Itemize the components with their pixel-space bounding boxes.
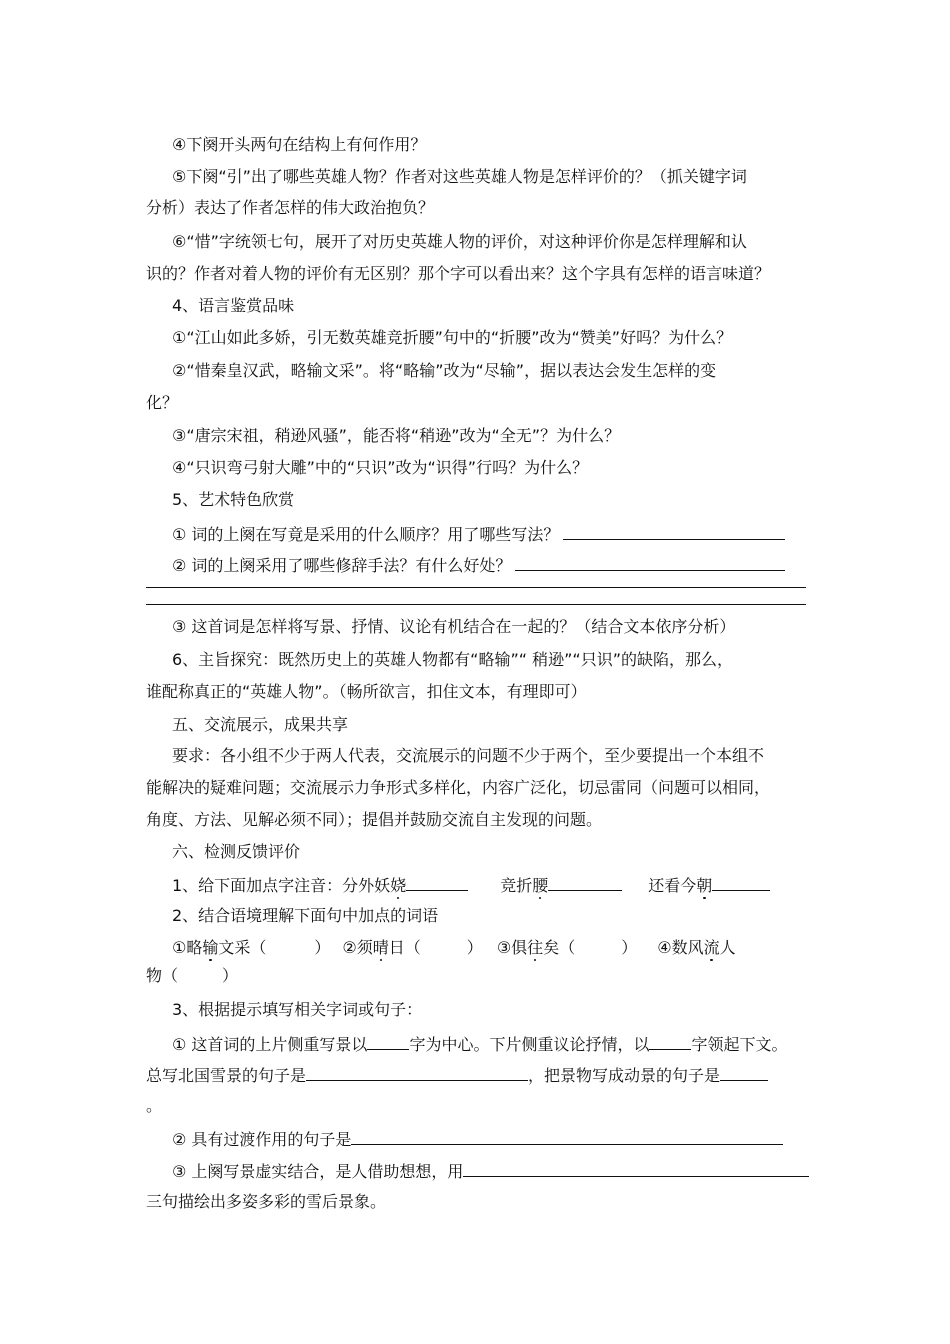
question-5-3: ③ 这首词是怎样将写景、抒情、议论有机结合在一起的？（结合文本依序分析）	[172, 617, 736, 636]
question-4-2: ②“惜秦皇汉武，略输文采”。将“略输”改为“尽输”，据以表达会发生怎样的变	[172, 361, 717, 380]
question-4-3: ③“唐宗宋祖，稍逊风骚”，能否将“稍逊”改为“全无”？为什么？	[172, 426, 621, 445]
answer-blank[interactable]	[712, 874, 770, 891]
part-5-requirement: 要求：各小组不少于两人代表，交流展示的问题不少于两个，至少要提出一个本组不	[172, 746, 765, 765]
section-6-cont: 谁配称真正的“英雄人物”。（畅所欲言，扣住文本，有理即可）	[146, 682, 587, 701]
answer-blank[interactable]	[367, 1033, 409, 1050]
item-text: ②须	[342, 938, 373, 957]
answer-blank[interactable]	[306, 1064, 528, 1081]
question-4-1: ①“江山如此多娇，引无数英雄竞折腰”句中的“折腰”改为“赞美”好吗？为什么？	[172, 328, 733, 347]
section-6-heading: 6、主旨探究：既然历史上的英雄人物都有“略输”“ 稍逊”“只识”的缺陷，那么，	[172, 650, 734, 669]
exercise-2-items-cont	[146, 966, 238, 986]
exercise-3-1-end: 。	[146, 1096, 163, 1115]
item-text: 字为中心。下片侧重议论抒情，以	[409, 1035, 650, 1054]
question-5-2	[172, 554, 785, 576]
answer-blank[interactable]	[515, 554, 785, 571]
answer-blank[interactable]	[463, 1160, 809, 1177]
exercise-1-prompt: 1、给下面加点字注音：分外妖	[172, 876, 391, 895]
section-4-heading: 4、语言鉴赏品味	[172, 296, 295, 315]
item-text: ，把景物写成动景的句子是	[528, 1066, 721, 1085]
answer-blank[interactable]	[351, 1128, 783, 1145]
exercise-1	[172, 874, 770, 896]
question-4-3-6: ⑥“惜”字统领七句，展开了对历史英雄人物的评价，对这种评价你是怎样理解和认	[172, 232, 747, 251]
section-5-heading: 5、艺术特色欣赏	[172, 490, 295, 509]
answer-blank[interactable]	[548, 874, 622, 891]
answer-blank[interactable]	[649, 1033, 691, 1050]
question-4-3-5: ⑤下阕“引”出了哪些英雄人物？作者对这些英雄人物是怎样评价的？（抓关键字词	[172, 167, 747, 186]
item-text: ）	[222, 966, 239, 985]
item-text: ）	[314, 938, 331, 957]
question-4-3-5-cont: 分析）表达了作者怎样的伟大政治抱负？	[146, 198, 435, 217]
part-5-requirement-cont: 能解决的疑难问题；交流展示力争形式多样化，内容广泛化，切忌雷同（问题可以相同，	[146, 778, 771, 797]
item-text: 物（	[146, 966, 179, 985]
part-5-requirement-cont2: 角度、方法、见解必须不同）；提倡并鼓励交流自主发现的问题。	[146, 810, 603, 829]
part-5-heading: 五、交流展示，成果共享	[172, 715, 349, 734]
question-4-4: ④“只识弯弓射大雕”中的“只识”改为“识得”行吗？为什么？	[172, 458, 589, 477]
question-4-2-cont: 化？	[146, 393, 179, 412]
dotted-char: 往	[527, 938, 544, 957]
dotted-char: 腰	[532, 876, 549, 895]
exercise-3: 3、根据提示填写相关字词或句子：	[172, 1000, 423, 1019]
question-4-3-4: ④下阕开头两句在结构上有何作用？	[172, 135, 427, 154]
dotted-char: 输	[202, 938, 219, 957]
dotted-char: 晴	[372, 938, 389, 957]
exercise-3-3-cont: 三句描绘出多姿多彩的雪后景象。	[146, 1192, 387, 1211]
exercise-1-word: 竞折	[500, 876, 533, 895]
item-text: ① 这首词的上片侧重写景以	[172, 1035, 368, 1054]
item-text: 字领起下文。	[691, 1035, 788, 1054]
item-text: ③ 上阕写景虚实结合，是人借助想想，用	[172, 1162, 464, 1181]
answer-blank[interactable]	[720, 1064, 768, 1081]
question-4-3-6-cont: 识的？作者对着人物的评价有无区别？那个字可以看出来？这个字具有怎样的语言味道？	[146, 264, 771, 283]
exercise-2-items	[172, 938, 736, 958]
dotted-char: 风流人	[687, 938, 736, 957]
question-5-1	[172, 523, 785, 545]
exercise-3-2	[172, 1128, 783, 1150]
exercise-3-3	[172, 1160, 809, 1182]
item-text: 矣（	[543, 938, 576, 957]
item-text: 总写北国雪景的句子是	[146, 1066, 307, 1085]
item-text: ② 具有过渡作用的句子是	[172, 1130, 352, 1149]
exercise-1-word: 还看今	[648, 876, 697, 895]
exercise-3-1-cont	[146, 1064, 768, 1086]
answer-blank[interactable]	[563, 523, 785, 540]
item-text: 日（	[388, 938, 421, 957]
item-text: ③俱	[496, 938, 528, 957]
item-text: ）	[466, 938, 483, 957]
item-text: ）	[621, 938, 638, 957]
dotted-char: 娆	[390, 876, 407, 895]
dotted-char: 朝	[696, 876, 713, 895]
answer-line[interactable]	[146, 604, 806, 605]
item-text: ①略	[172, 938, 203, 957]
answer-blank[interactable]	[406, 874, 468, 891]
exercise-2: 2、结合语境理解下面句中加点的词语	[172, 906, 439, 925]
exercise-3-1	[172, 1033, 787, 1055]
question-5-2-text: ② 词的上阕采用了哪些修辞手法？有什么好处？	[172, 556, 512, 575]
question-5-1-text: ① 词的上阕在写竟是采用的什么顺序？用了哪些写法？	[172, 525, 560, 544]
part-6-heading: 六、检测反馈评价	[172, 842, 301, 861]
item-text: 文采（	[218, 938, 267, 957]
answer-line[interactable]	[146, 587, 806, 588]
item-text: ④数	[657, 938, 688, 957]
